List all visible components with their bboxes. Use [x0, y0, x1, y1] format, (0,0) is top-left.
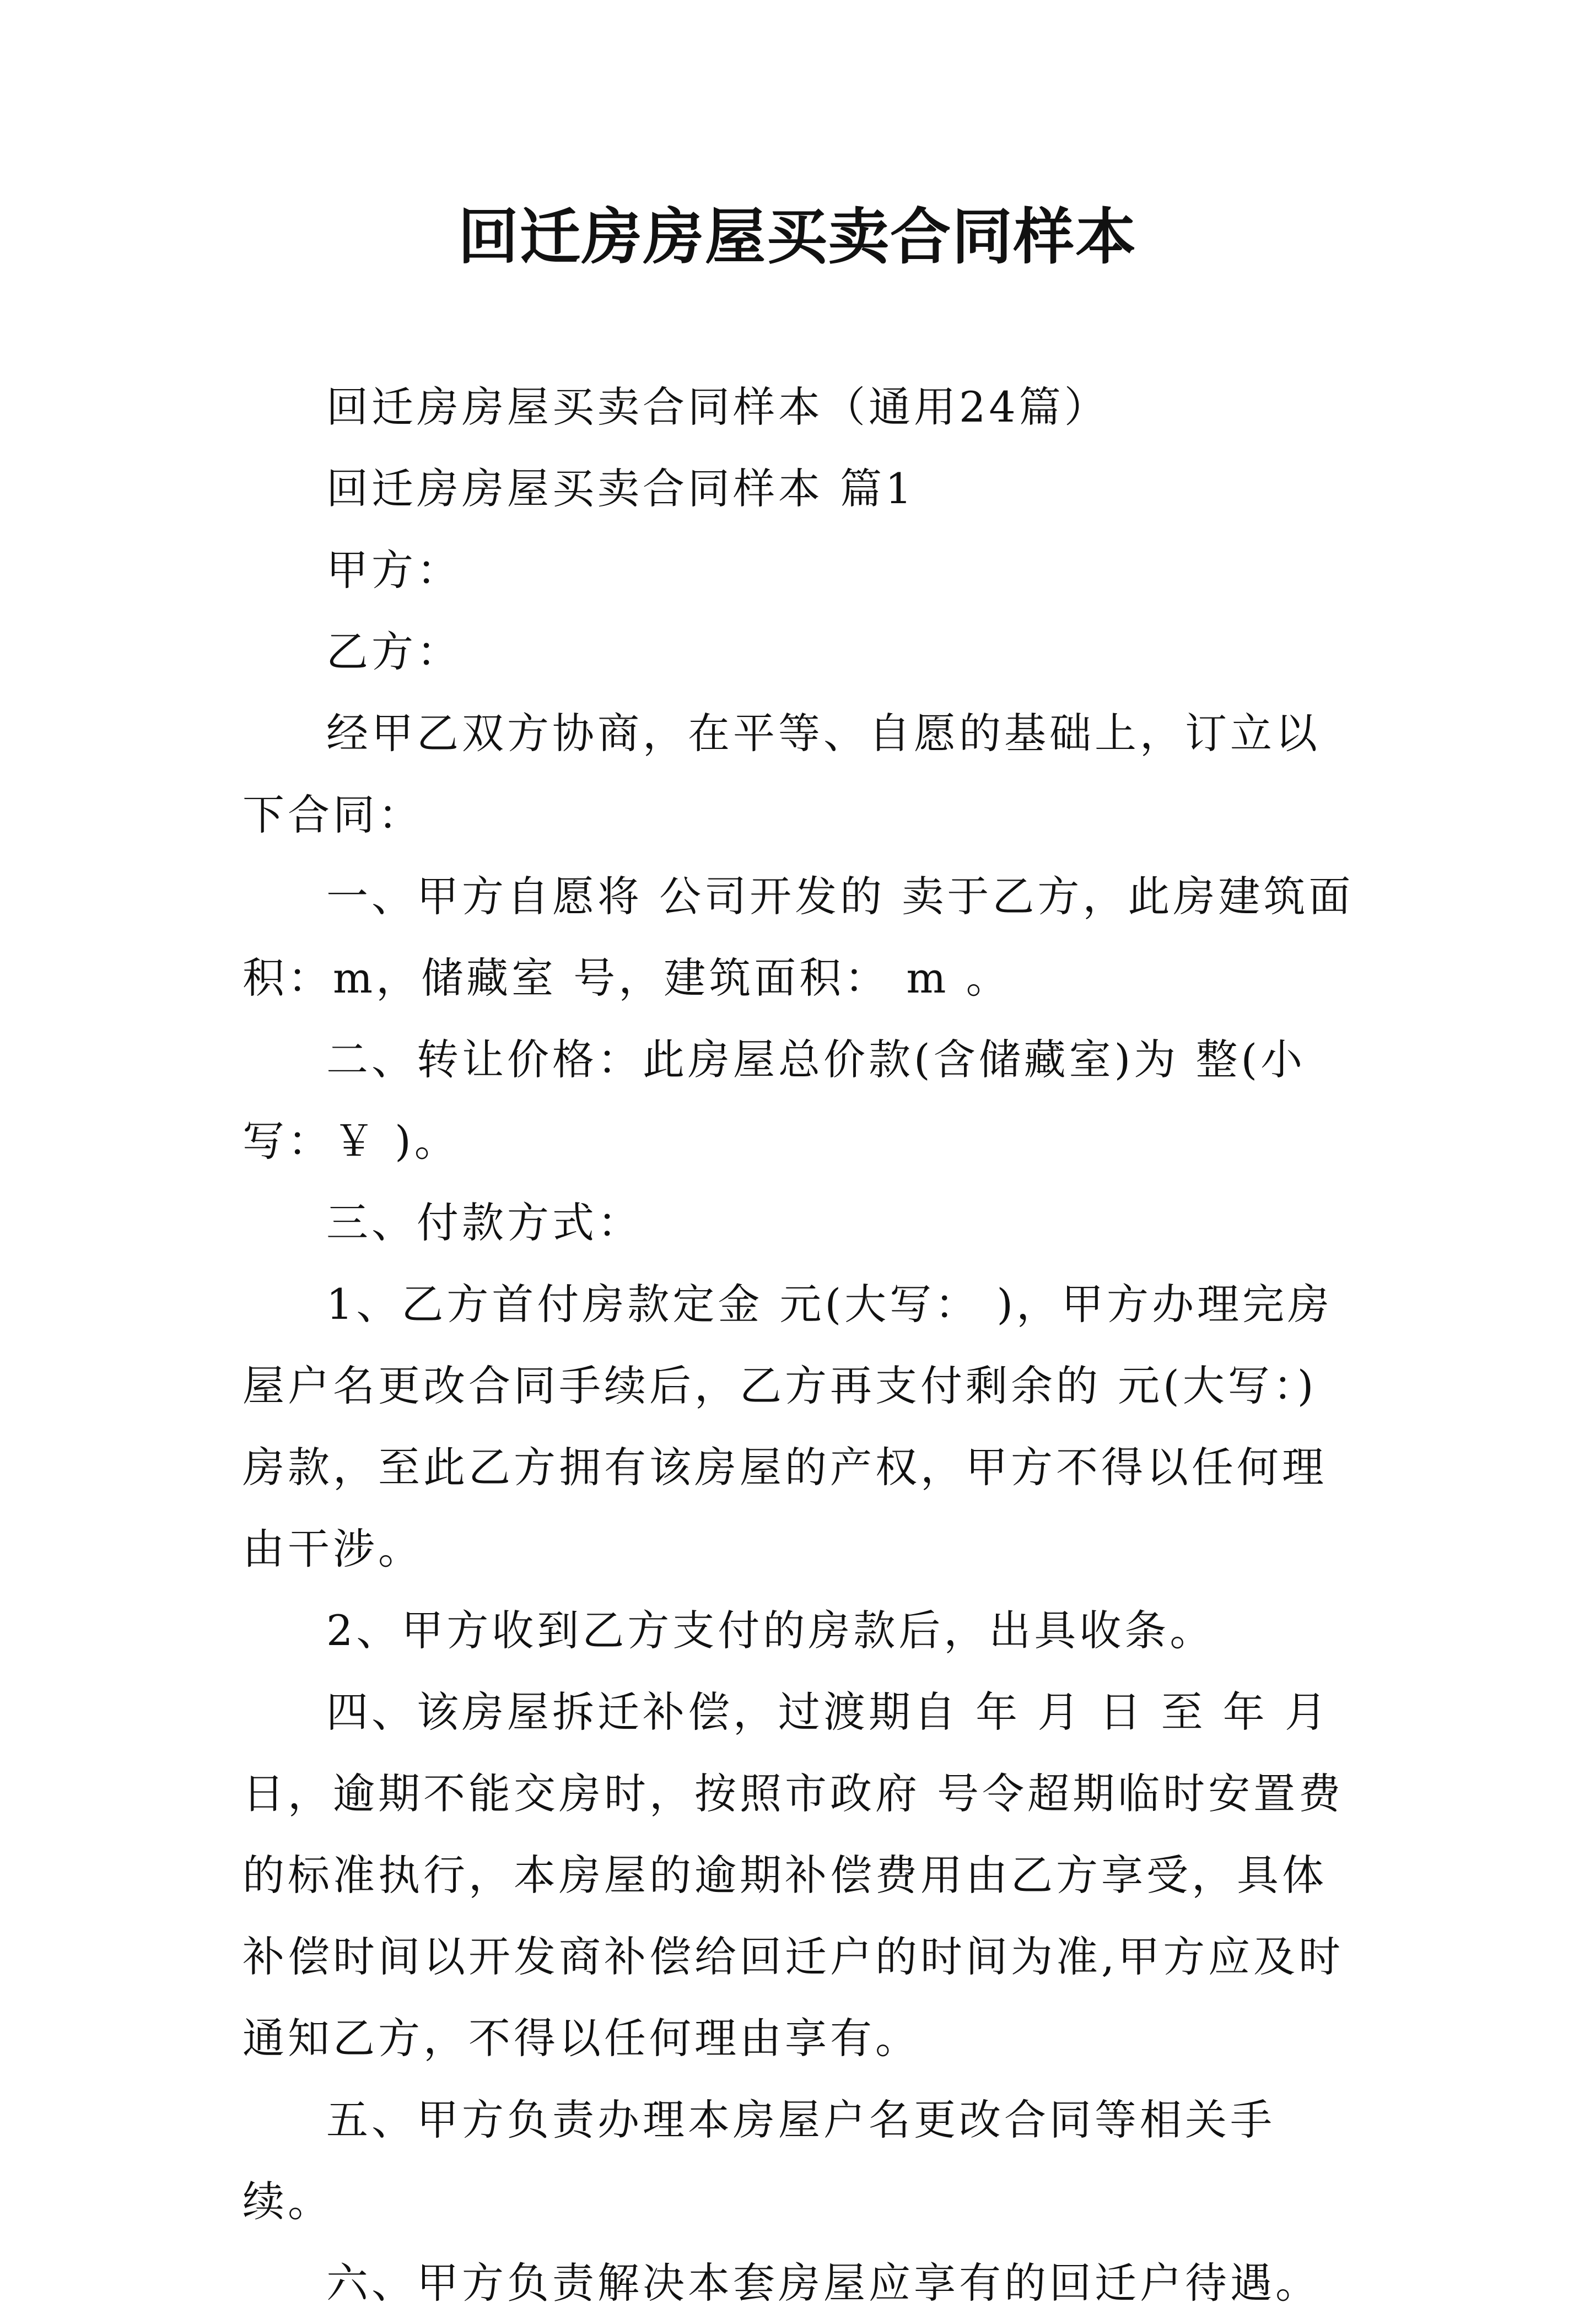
section-heading: 回迁房房屋买卖合同样本 篇1 — [326, 464, 915, 513]
clause-5-paragraph: 五、甲方负责办理本房屋户名更改合同等相关手续。 — [243, 2095, 1275, 2226]
payment-item-2: 2、甲方收到乙方支付的房款后，出具收条。 — [326, 1606, 1215, 1655]
clause-6-paragraph: 六、甲方负责解决本套房屋应享有的回迁户待遇。 — [326, 2258, 1321, 2307]
clause-2-paragraph: 二、转让价格：此房屋总价款(含储藏室)为 整(小写：￥ )。 — [243, 1035, 1306, 1166]
document-body — [243, 366, 1361, 2324]
party-b-line: 乙方： — [326, 627, 462, 676]
subtitle-paragraph: 回迁房房屋买卖合同样本（通用24篇） — [326, 382, 1109, 432]
preamble-paragraph: 经甲乙双方协商，在平等、自愿的基础上，订立以下合同： — [243, 709, 1321, 839]
clause-3-heading: 三、付款方式： — [326, 1198, 643, 1247]
clause-4-paragraph: 四、该房屋拆迁补偿，过渡期自 年 月 日 至 年 月 日，逾期不能交房时，按照市政府 号令超期临时安置费的标准执行，本房屋的逾期补偿费用由乙方享受，具体补偿时间以开发商补偿给回迁户的时间为准,甲方应及时通知乙方，不得以任何理由享有。 — [243, 1687, 1344, 2063]
document-title: 回迁房房屋买卖合同样本 — [458, 201, 1137, 272]
clause-1-paragraph: 一、甲方自愿将 公司开发的 卖于乙方，此房建筑面积：m，储藏室 号，建筑面积： m 。 — [243, 872, 1354, 1002]
party-a-line: 甲方： — [326, 546, 462, 595]
payment-item-1: 1、乙方首付房款定金 元(大写： )，甲方办理完房屋户名更改合同手续后，乙方再支付剩余的 元(大写：)房款，至此乙方拥有该房屋的产权，甲方不得以任何理由干涉。 — [243, 1280, 1333, 1573]
